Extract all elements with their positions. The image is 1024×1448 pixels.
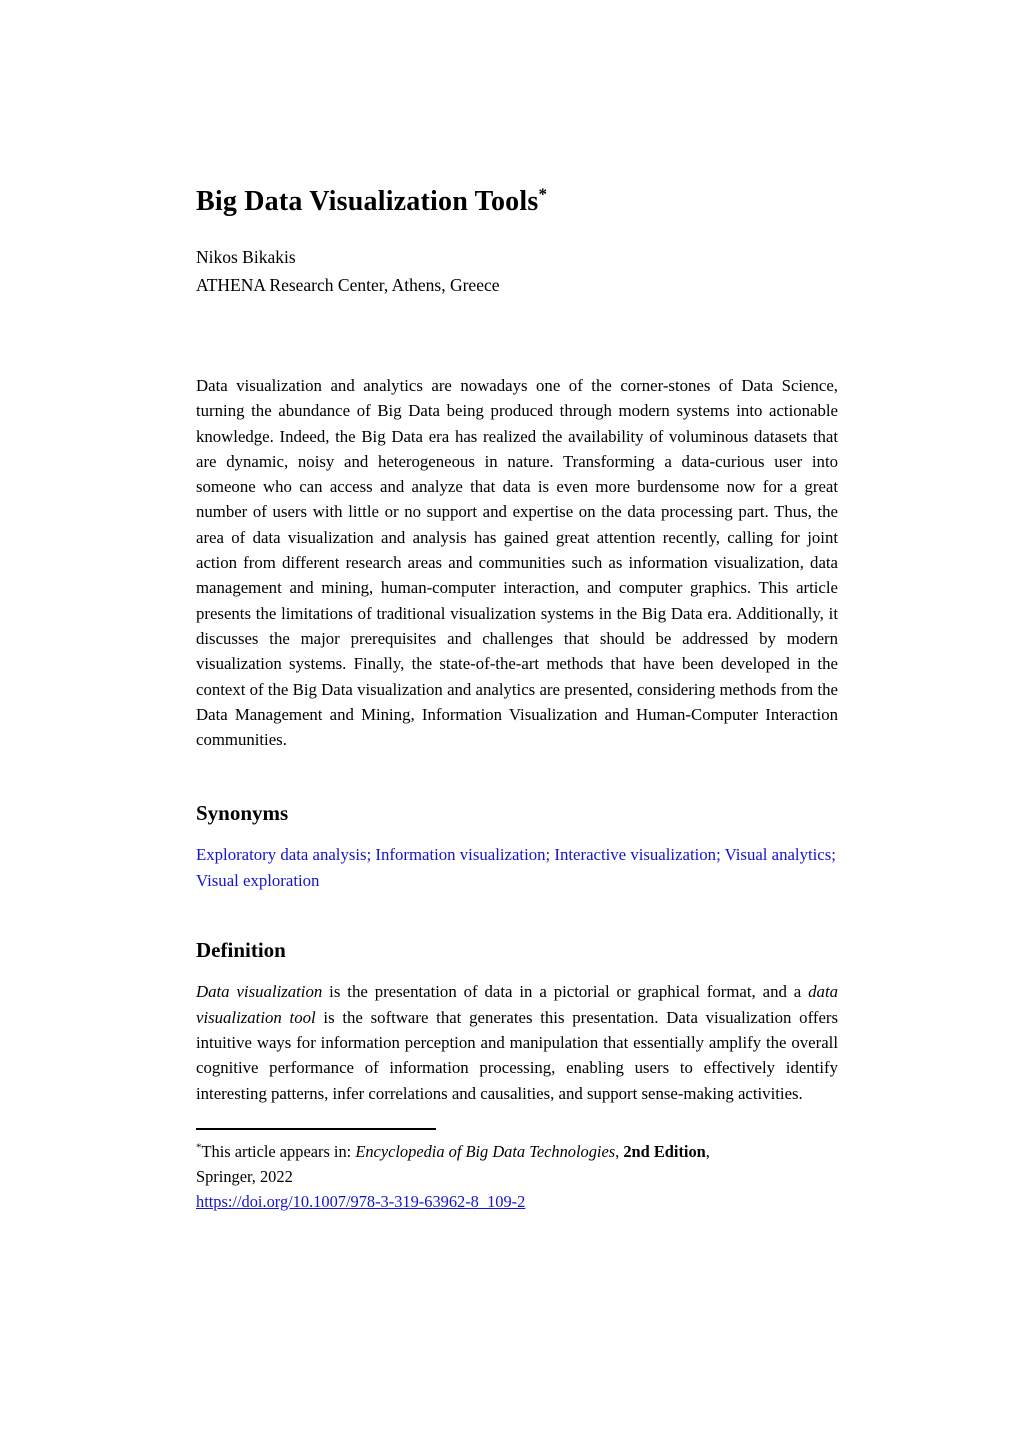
synonyms-heading: Synonyms bbox=[196, 801, 289, 826]
synonym-separator: ; bbox=[366, 845, 376, 865]
footnote-line-3 bbox=[196, 1189, 838, 1214]
footnote-body bbox=[196, 1130, 838, 1214]
definition-heading: Definition bbox=[196, 938, 286, 963]
synonym-separator: ; bbox=[831, 845, 836, 865]
synonym-link[interactable]: Visual exploration bbox=[196, 870, 320, 890]
synonym-link[interactable]: Visual analytics bbox=[724, 845, 832, 865]
byline bbox=[196, 243, 838, 299]
doi-link[interactable]: https://doi.org/10.1007/978-3-319-63962-8_109-2 bbox=[196, 1191, 526, 1211]
synonyms-list bbox=[196, 842, 838, 893]
synonym-separator: ; bbox=[545, 845, 555, 865]
title-footnote-marker: * bbox=[538, 184, 548, 204]
page-title bbox=[196, 185, 838, 219]
synonym-link[interactable]: Interactive visualization bbox=[554, 845, 717, 865]
footnote-text: This article appears in: Encyclopedia of Big Data Technologies, 2nd Edition, bbox=[201, 1141, 710, 1161]
synonym-separator: ; bbox=[716, 845, 725, 865]
footnote-marker: * bbox=[196, 1141, 202, 1154]
title-text: Big Data Visualization Tools bbox=[196, 186, 539, 217]
affiliation: ATHENA Research Center, Athens, Greece bbox=[196, 275, 500, 295]
abstract-paragraph: Data visualization and analytics are nowadays one of the corner-stones of Data Science, turning the abundance of Big Data being produced through modern systems into actionable knowledge. Indeed, the Big Data era has realized the availability of voluminous datasets that are dynamic, noisy and heterogeneous in nature. Transforming a data-curious user into someone who can access and analyze that data is even more burdensome now for a great number of users with little or no support and expertise on the data processing part. Thus, the area of data visualization and analysis has gained great attention recently, calling for joint action from different research areas and communities such as information visualization, data management and mining, human-computer interaction, and computer graphics. This article presents the limitations of traditional visualization systems in the Big Data era. Additionally, it discusses the major prerequisites and challenges that should be addressed by modern visualization systems. Finally, the state-of-the-art methods that have been developed in the context of the Big Data visualization and analytics are presented, considering methods from the Data Management and Mining, Information Visualization and Human-Computer Interaction communities. bbox=[196, 376, 838, 750]
author-name: Nikos Bikakis bbox=[196, 247, 296, 267]
footnote-line-1 bbox=[196, 1139, 838, 1164]
synonym-link[interactable]: Exploratory data analysis bbox=[196, 845, 367, 865]
definition-paragraph: Data visualization is the presentation of data in a pictorial or graphical format, and a data visualization tool is the software that generates this presentation. Data visualization offers intuitive ways for information perception and manipulation that essentially amplify the overall cognitive performance of information processing, enabling users to effectively identify interesting patterns, infer correlations and causalities, and support sense-making activities. bbox=[196, 982, 839, 1103]
synonym-link[interactable]: Information visualization bbox=[375, 845, 546, 865]
footnote bbox=[196, 1128, 838, 1214]
footnote-line-2: Springer, 2022 bbox=[196, 1166, 293, 1186]
